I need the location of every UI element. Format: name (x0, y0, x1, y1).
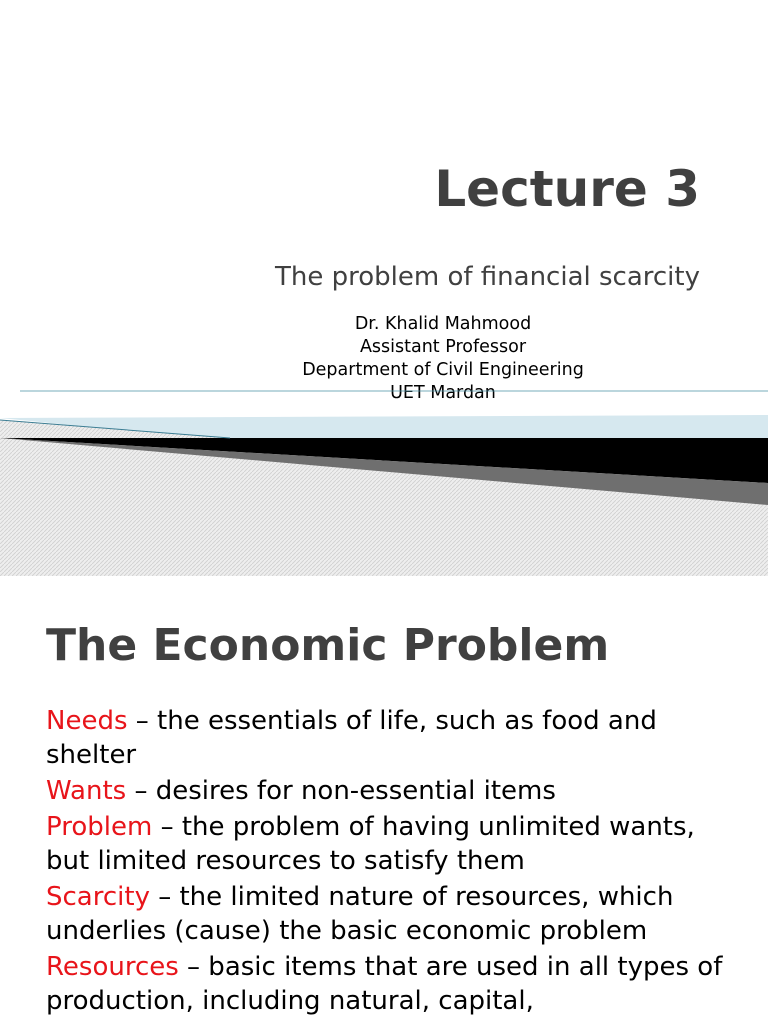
decorative-bands (0, 380, 768, 576)
author-position: Assistant Professor (359, 337, 527, 357)
bullet-item (46, 810, 736, 878)
bullet-item (46, 880, 736, 948)
slide-title: The Economic Problem (46, 620, 610, 671)
bullet-term: Resources (46, 952, 179, 982)
bullet-text: – basic items that are used in all types of production, including natural, capital, (46, 952, 723, 1016)
author-department: Department of Civil Engineering (302, 360, 584, 380)
bullet-term: Needs (46, 706, 128, 736)
bullet-text: – the problem of having unlimited wants, but limited resources to satisfy them (46, 812, 695, 876)
bullet-item (46, 774, 736, 808)
bullet-text: – the limited nature of resources, which underlies (cause) the basic economic problem (46, 882, 674, 946)
author-institution: UET Mardan (390, 383, 496, 403)
bullet-text: – desires for non-essential items (126, 776, 556, 806)
lecture-title: Lecture 3 (434, 160, 700, 218)
bullet-term: Scarcity (46, 882, 150, 912)
bullet-term: Wants (46, 776, 127, 806)
bullet-list (46, 704, 736, 1020)
bullet-term: Problem (46, 812, 153, 842)
author-name: Dr. Khalid Mahmood (354, 314, 532, 334)
bullet-item (46, 704, 736, 772)
bullet-item (46, 950, 736, 1018)
lecture-subtitle: The problem of financial scarcity (275, 262, 700, 292)
bullet-text: – the essentials of life, such as food and shelter (46, 706, 657, 770)
